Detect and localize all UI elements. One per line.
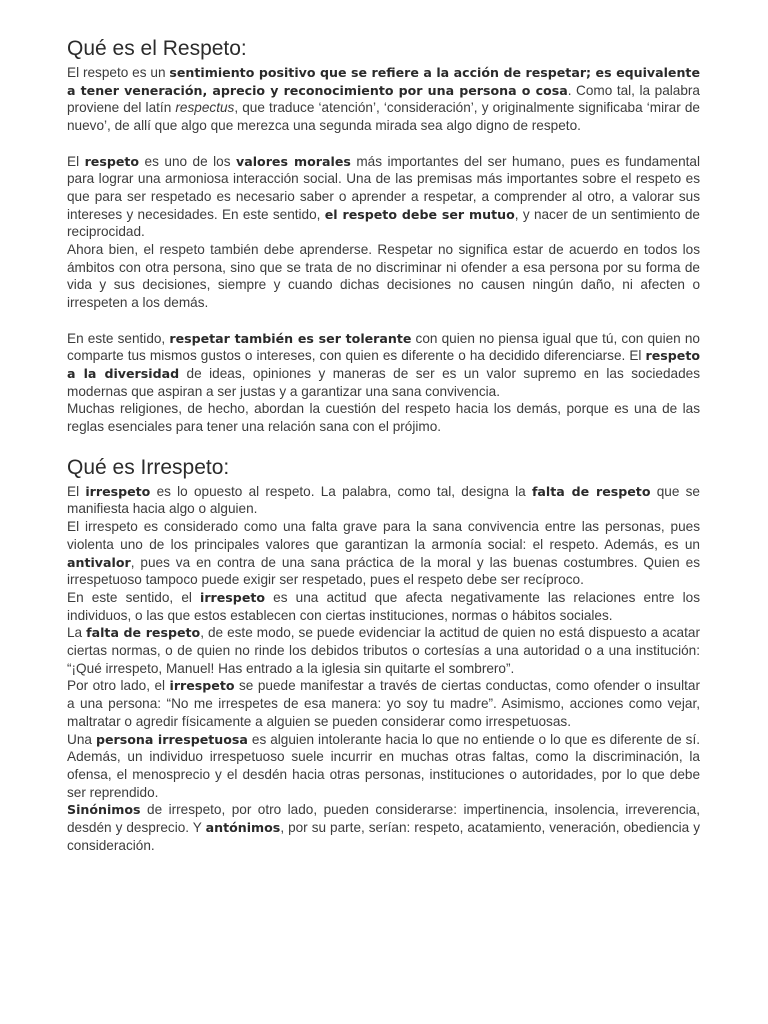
paragraph-aprender-respeto: Ahora bien, el respeto también debe aprenderse. Respetar no significa estar de acuerdo en todos los ámbitos con otra persona, sino que se trata de no discriminar ni ofender a esa persona por su forma de vida y sus decisiones, siempre y cuando dichas decisiones no causen ningún daño, ni afecten o irrespeten a los demás. — [67, 242, 700, 311]
document-page — [67, 34, 700, 855]
paragraph-relaciones: En este sentido, el irrespeto es una actitud que afecta negativamente las relaciones entre los individuos, o las que estos establecen con ciertas instituciones, normas o hábitos sociales. — [67, 589, 700, 623]
paragraph-respeto-definicion: El respeto es un sentimiento positivo que se refiere a la acción de respetar; es equivalente a tener veneración, aprecio y reconocimiento por una persona o cosa. Como tal, la palabra proviene del latín respectus, que traduce ‘atención’, ‘consideración’, y originalmente significaba ‘mirar de nuevo’, de allí que algo que merezca una segunda mirada sea algo digno de respeto. — [67, 65, 700, 134]
paragraph-persona-irrespetuosa: Una persona irrespetuosa es alguien intolerante hacia lo que no entiende o lo que es diferente de sí. Además, un individuo irrespetuoso suele incurrir en muchas otras faltas, como la discriminación, la ofensa, el menosprecio y el desdén hacia otras personas, instituciones o autoridades, por lo que debe ser reprendido. — [67, 731, 701, 800]
paragraph-religiones: Muchas religiones, de hecho, abordan la cuestión del respeto hacia los demás, porque es una de las reglas esenciales para tener una relación sana con el prójimo. — [67, 401, 700, 435]
paragraph-conductas: Por otro lado, el irrespeto se puede manifestar a través de ciertas conductas, como ofender o insultar a una persona: “No me irrespetes de esa manera: yo soy tu madre”. Asimismo, acciones como vejar, maltratar o agredir físicamente a alguien se pueden considerar como irrespetuosas. — [67, 678, 700, 729]
paragraph-antivalor: El irrespeto es considerado como una falta grave para la sana convivencia entre las personas, pues violenta uno de los principales valores que garantizan la armonía social: el respeto. Además, es un antivalor, pues va en contra de una sana práctica de la moral y las buenas costumbres. Quien es irrespetuoso tampoco puede exigir ser respetado, pues el respeto debe ser recíproco. — [67, 519, 700, 588]
paragraph-tolerancia: En este sentido, respetar también es ser tolerante con quien no piensa igual que tú, con quien no comparte tus mismos gustos o intereses, con quien es diferente o ha decidido diferenciarse. El respeto a la diversidad de ideas, opiniones y maneras de ser es un valor supremo en las sociedades modernas que aspiran a ser justas y a garantizar una sana convivencia. — [67, 330, 700, 399]
paragraph-irrespeto-definicion: El irrespeto es lo opuesto al respeto. La palabra, como tal, designa la falta de respeto que se manifiesta hacia algo o alguien. — [67, 483, 700, 517]
paragraph-valores-morales: El respeto es uno de los valores morales más importantes del ser humano, pues es fundamental para lograr una armoniosa interacción social. Una de las premisas más importantes sobre el respeto es que para ser respetado es necesario saber o aprender a respetar, a comprender al otro, a valorar sus intereses y necesidades. En este sentido, el respeto debe ser mutuo, y nacer de un sentimiento de reciprocidad. — [67, 153, 701, 240]
paragraph-falta-de-respeto: La falta de respeto, de este modo, se puede evidenciar la actitud de quien no está dispuesto a acatar ciertas normas, o de quien no rinde los debidos tributos o cortesías a una autoridad o a una institución: “¡Qué irrespeto, Manuel! Has entrado a la iglesia sin quitarte el sombrero”. — [67, 625, 700, 676]
section-title-irrespeto: Qué es Irrespeto: — [67, 455, 230, 479]
section-title-respeto: Qué es el Respeto: — [67, 37, 247, 60]
paragraph-sinonimos: Sinónimos de irrespeto, por otro lado, pueden considerarse: impertinencia, insolencia, irreverencia, desdén y desprecio. Y antónimos, por su parte, serían: respeto, acatamiento, veneración, obediencia y consideración. — [67, 802, 700, 853]
